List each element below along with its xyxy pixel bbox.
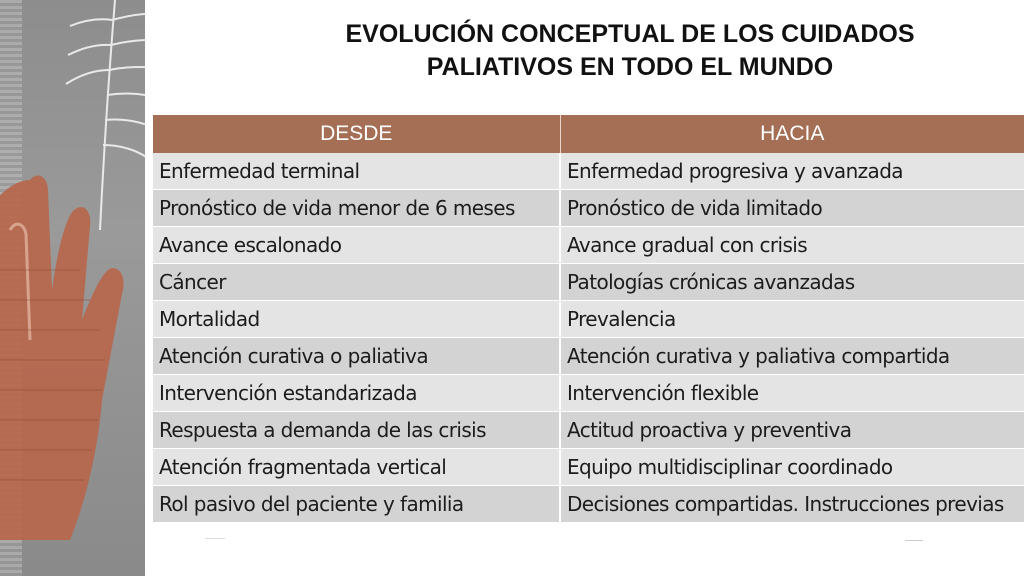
cell-hacia: Avance gradual con crisis [560, 227, 1024, 264]
header-desde: DESDE [153, 115, 560, 153]
cell-desde: Avance escalonado [153, 227, 560, 264]
cell-desde: Mortalidad [153, 301, 560, 338]
title-line-1: EVOLUCIÓN CONCEPTUAL DE LOS CUIDADOS [345, 20, 915, 48]
comparison-table [153, 115, 1024, 523]
table-row [153, 301, 1024, 338]
cell-hacia: Equipo multidisciplinar coordinado [560, 449, 1024, 486]
table-row [153, 449, 1024, 486]
cell-desde: Intervención estandarizada [153, 375, 560, 412]
cell-desde: Atención fragmentada vertical [153, 449, 560, 486]
hand-illustration [0, 150, 140, 540]
cell-desde: Atención curativa o paliativa [153, 338, 560, 375]
table-row [153, 190, 1024, 227]
cell-desde: Pronóstico de vida menor de 6 meses [153, 190, 560, 227]
cell-hacia: Actitud proactiva y preventiva [560, 412, 1024, 449]
divider [205, 538, 225, 539]
cell-hacia: Patologías crónicas avanzadas [560, 264, 1024, 301]
table-row [153, 227, 1024, 264]
table-row [153, 264, 1024, 301]
table-row [153, 338, 1024, 375]
cell-desde: Respuesta a demanda de las crisis [153, 412, 560, 449]
slide-title [240, 18, 1020, 84]
side-decorative-image [0, 0, 145, 576]
header-hacia: HACIA [560, 115, 1024, 153]
cell-desde: Cáncer [153, 264, 560, 301]
cell-hacia: Prevalencia [560, 301, 1024, 338]
cell-hacia: Pronóstico de vida limitado [560, 190, 1024, 227]
table-row [153, 412, 1024, 449]
table-row [153, 153, 1024, 190]
title-line-2: PALIATIVOS EN TODO EL MUNDO [426, 53, 834, 81]
bottom-bar [145, 526, 1024, 576]
cell-hacia: Intervención flexible [560, 375, 1024, 412]
cell-desde: Enfermedad terminal [153, 153, 560, 190]
table-row [153, 375, 1024, 412]
table-header-row [153, 115, 1024, 153]
cell-hacia: Atención curativa y paliativa compartida [560, 338, 1024, 375]
cell-hacia: Decisiones compartidas. Instrucciones previas [560, 486, 1024, 523]
cell-desde: Rol pasivo del paciente y familia [153, 486, 560, 523]
cell-hacia: Enfermedad progresiva y avanzada [560, 153, 1024, 190]
divider [905, 540, 923, 541]
table-row [153, 486, 1024, 523]
